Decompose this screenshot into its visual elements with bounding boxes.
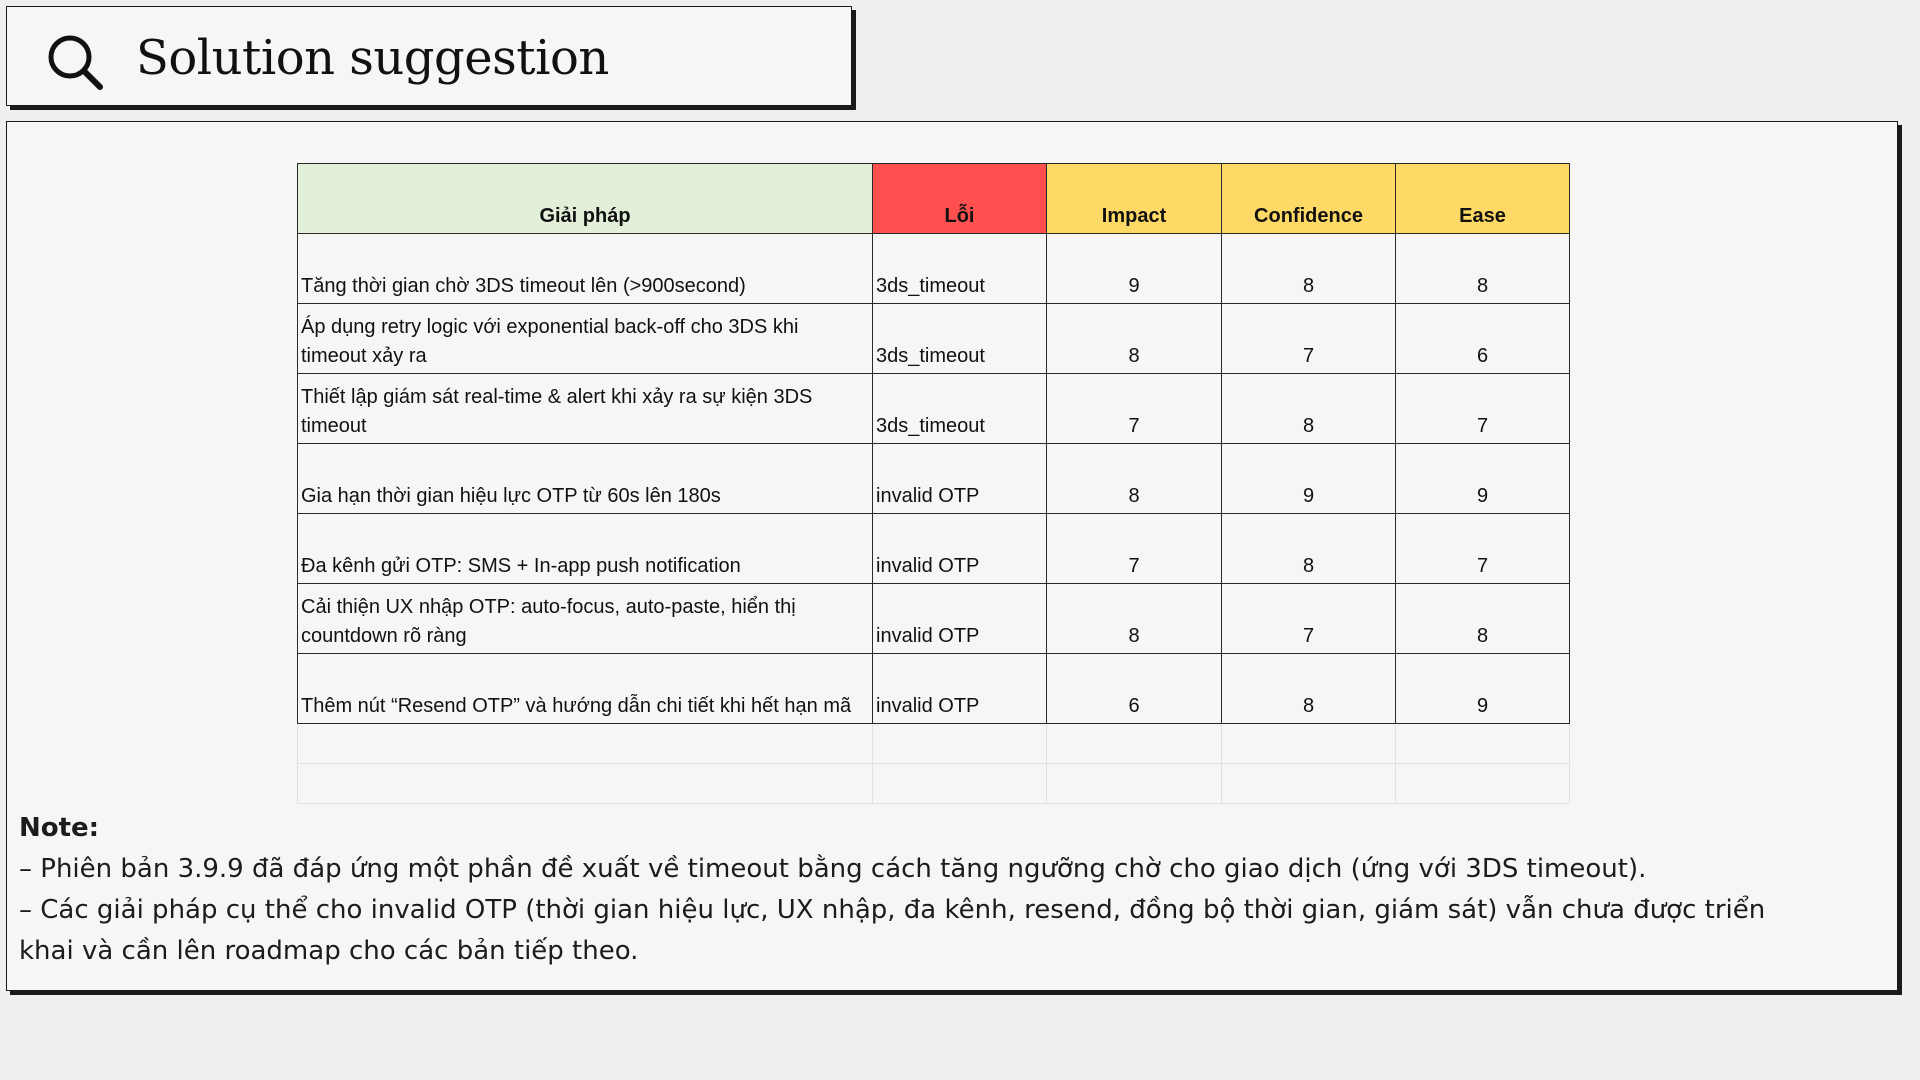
header-confidence: Confidence xyxy=(1222,164,1396,234)
table-header-row xyxy=(298,164,1570,234)
header-impact: Impact xyxy=(1047,164,1222,234)
cell-confidence: 7 xyxy=(1222,584,1396,654)
cell-confidence: 8 xyxy=(1222,654,1396,724)
cell-confidence: 7 xyxy=(1222,304,1396,374)
cell-solution: Thêm nút “Resend OTP” và hướng dẫn chi tiết khi hết hạn mã xyxy=(298,654,873,724)
table-row xyxy=(298,514,1570,584)
cell-confidence: 9 xyxy=(1222,444,1396,514)
cell-error: 3ds_timeout xyxy=(873,304,1047,374)
cell-solution: Gia hạn thời gian hiệu lực OTP từ 60s lên 180s xyxy=(298,444,873,514)
empty-row xyxy=(298,724,1570,764)
cell-confidence: 8 xyxy=(1222,514,1396,584)
cell-impact: 8 xyxy=(1047,584,1222,654)
empty-cell xyxy=(873,764,1047,804)
empty-cell xyxy=(1396,724,1570,764)
cell-error: invalid OTP xyxy=(873,444,1047,514)
header-solution: Giải pháp xyxy=(298,164,873,234)
cell-impact: 8 xyxy=(1047,304,1222,374)
cell-ease: 6 xyxy=(1396,304,1570,374)
cell-solution: Tăng thời gian chờ 3DS timeout lên (>900second) xyxy=(298,234,873,304)
page-title: Solution suggestion xyxy=(136,30,609,86)
table-row xyxy=(298,234,1570,304)
cell-error: invalid OTP xyxy=(873,584,1047,654)
cell-solution: Cải thiện UX nhập OTP: auto-focus, auto-paste, hiển thị countdown rõ ràng xyxy=(298,584,873,654)
cell-impact: 7 xyxy=(1047,374,1222,444)
cell-impact: 6 xyxy=(1047,654,1222,724)
cell-solution: Thiết lập giám sát real-time & alert khi xảy ra sự kiện 3DS timeout xyxy=(298,374,873,444)
cell-impact: 7 xyxy=(1047,514,1222,584)
empty-cell xyxy=(873,724,1047,764)
empty-cell xyxy=(1047,724,1222,764)
cell-ease: 7 xyxy=(1396,514,1570,584)
cell-ease: 9 xyxy=(1396,654,1570,724)
cell-confidence: 8 xyxy=(1222,374,1396,444)
empty-cell xyxy=(1396,764,1570,804)
empty-cell xyxy=(1222,764,1396,804)
cell-error: invalid OTP xyxy=(873,654,1047,724)
cell-impact: 8 xyxy=(1047,444,1222,514)
solution-table xyxy=(297,163,1570,804)
cell-impact: 9 xyxy=(1047,234,1222,304)
table-row xyxy=(298,584,1570,654)
search-icon xyxy=(45,32,107,94)
table-row xyxy=(298,654,1570,724)
title-bar xyxy=(6,6,852,106)
cell-ease: 8 xyxy=(1396,234,1570,304)
header-error: Lỗi xyxy=(873,164,1047,234)
content-panel xyxy=(6,121,1898,991)
cell-confidence: 8 xyxy=(1222,234,1396,304)
table-row xyxy=(298,374,1570,444)
note-line-1: – Phiên bản 3.9.9 đã đáp ứng một phần đề xuất về timeout bằng cách tăng ngưỡng chờ cho giao dịch (ứng với 3DS timeout). xyxy=(19,854,1647,884)
table-row xyxy=(298,304,1570,374)
note-title: Note: xyxy=(19,813,100,843)
empty-cell xyxy=(298,724,873,764)
empty-cell xyxy=(1047,764,1222,804)
header-ease: Ease xyxy=(1396,164,1570,234)
cell-ease: 9 xyxy=(1396,444,1570,514)
cell-error: invalid OTP xyxy=(873,514,1047,584)
cell-solution: Đa kênh gửi OTP: SMS + In-app push notification xyxy=(298,514,873,584)
note-section xyxy=(19,808,1779,972)
cell-ease: 8 xyxy=(1396,584,1570,654)
cell-solution: Áp dụng retry logic với exponential back-off cho 3DS khi timeout xảy ra xyxy=(298,304,873,374)
cell-ease: 7 xyxy=(1396,374,1570,444)
empty-cell xyxy=(298,764,873,804)
note-line-2: – Các giải pháp cụ thể cho invalid OTP (thời gian hiệu lực, UX nhập, đa kênh, resend, đồng bộ thời gian, giám sát) vẫn chưa được triển khai và cần lên roadmap cho các bản tiếp theo. xyxy=(19,895,1766,966)
empty-cell xyxy=(1222,724,1396,764)
empty-row xyxy=(298,764,1570,804)
table-row xyxy=(298,444,1570,514)
cell-error: 3ds_timeout xyxy=(873,234,1047,304)
cell-error: 3ds_timeout xyxy=(873,374,1047,444)
